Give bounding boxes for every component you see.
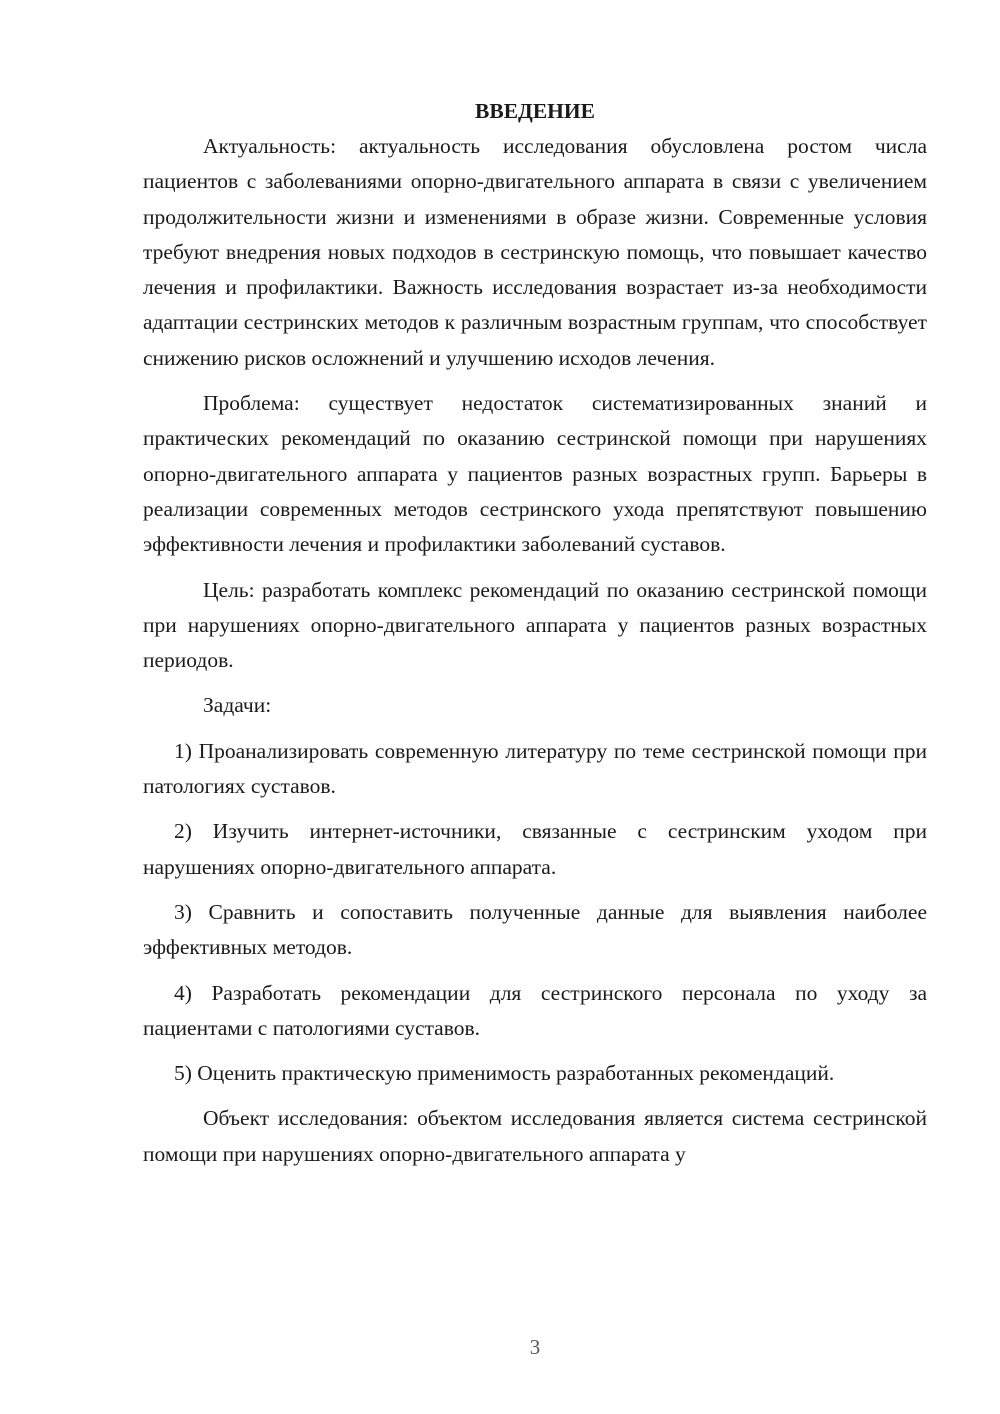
- object-paragraph: Объект исследования: объектом исследования является система сестринской помощи при нарушениях опорно-двигательного аппарата у: [143, 1106, 927, 1166]
- problem-paragraph: Проблема: существует недостаток систематизированных знаний и практических рекомендаций по оказанию сестринской помощи при нарушениях опорно-двигательного аппарата у пациентов разных возрастных групп. Барьеры в реализации современных методов сестринского ухода препятствуют повышению эффективности лечения и профилактики заболеваний суставов.: [143, 391, 927, 557]
- page-number: 3: [529, 1335, 541, 1359]
- section-heading: ВВЕДЕНИЕ: [475, 99, 595, 123]
- task-item: 1) Проанализировать современную литературу по теме сестринской помощи при патологиях суставов.: [143, 738, 927, 799]
- goal-paragraph: Цель: разработать комплекс рекомендаций по оказанию сестринской помощи при нарушениях опорно-двигательного аппарата у пациентов разных возрастных периодов.: [143, 577, 927, 673]
- task-item: 3) Сравнить и сопоставить полученные данные для выявления наиболее эффективных методов.: [143, 899, 927, 960]
- document-page: [143, 94, 927, 1172]
- task-item: 2) Изучить интернет-источники, связанные с сестринским уходом при нарушениях опорно-двигательного аппарата.: [143, 819, 927, 879]
- relevance-paragraph: Актуальность: актуальность исследования обусловлена ростом числа пациентов с заболеваниями опорно-двигательного аппарата в связи с увеличением продолжительности жизни и изменениями в образе жизни. Современные условия требуют внедрения новых подходов в сестринскую помощь, что повышает качество лечения и профилактики. Важность исследования возрастает из-за необходимости адаптации сестринских методов к различным возрастным группам, что способствует снижению рисков осложнений и улучшению исходов лечения.: [143, 134, 927, 370]
- task-item: 4) Разработать рекомендации для сестринского персонала по уходу за пациентами с патологиями суставов.: [143, 980, 927, 1040]
- task-item: 5) Оценить практическую применимость разработанных рекомендаций.: [174, 1061, 835, 1086]
- tasks-label: Задачи:: [203, 693, 272, 718]
